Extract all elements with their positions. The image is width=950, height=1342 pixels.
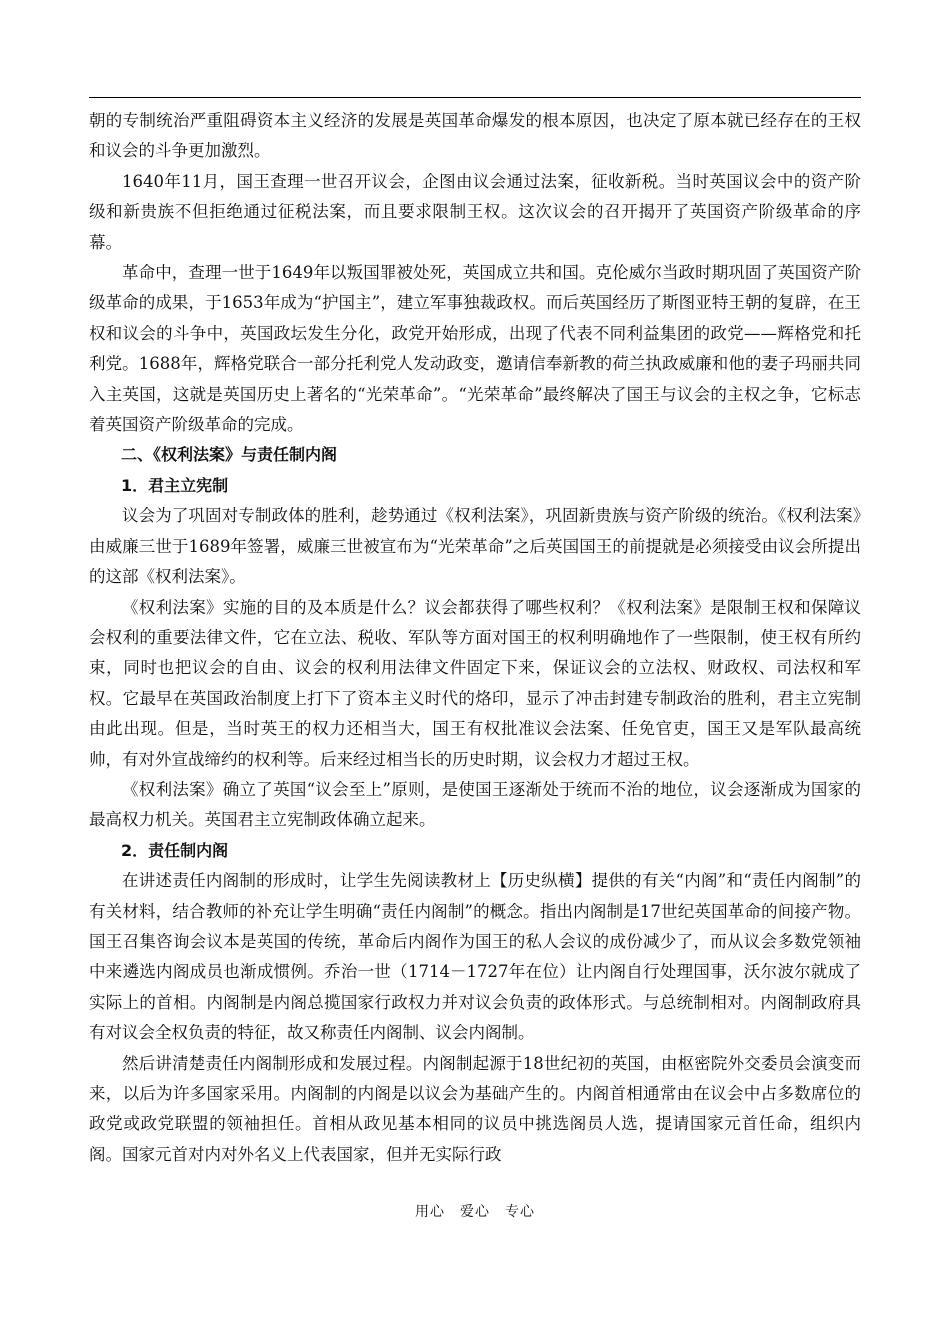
page-footer: 用心 爱心 专心 <box>415 1204 535 1220</box>
paragraph: 《权利法案》确立了英国“议会至上”原则，是使国王逐渐处于统而不治的地位，议会逐渐成为国家的最高权力机关。英国君主立宪制政体确立起来。 <box>89 779 861 830</box>
paragraph: 朝的专制统治严重阻碍资本主义经济的发展是英国革命爆发的根本原因，也决定了原本就已经存在的王权和议会的斗争更加激烈。 <box>89 111 861 161</box>
paragraph: 议会为了巩固对专制政体的胜利，趁势通过《权利法案》，巩固新贵族与资产阶级的统治。《权利法案》由威廉三世于1689年签署，威廉三世被宣布为“光荣革命”之后英国国王的前提就是必须接受由议会所提出的这部《权利法案》。 <box>89 506 861 587</box>
document-body <box>89 106 861 1170</box>
paragraph: 《权利法案》实施的目的及本质是什么？议会都获得了哪些权利？《权利法案》是限制王权和保障议会权利的重要法律文件，它在立法、税收、军队等方面对国王的权利明确地作了一些限制，使王权有所约束，同时也把议会的自由、议会的权利用法律文件固定下来，保证议会的立法权、财政权、司法权和军权。它最早在英国政治制度上打下了资本主义时代的烙印，显示了冲击封建专制政治的胜利，君主立宪制由此出现。但是，当时英王的权力还相当大，国王有权批准议会法案、任免官吏，国王又是军队最高统帅，有对外宣战缔约的权利等。后来经过相当长的历史时期，议会权力才超过王权。 <box>89 597 861 769</box>
subsection-heading: 1．君主立宪制 <box>121 475 229 495</box>
paragraph: 在讲述责任内阁制的形成时，让学生先阅读教材上【历史纵横】提供的有关“内阁”和“责任内阁制”的有关材料，结合教师的补充让学生明确“责任内阁制”的概念。指出内阁制是17世纪英国革命的间接产物。国王召集咨询会议本是英国的传统，革命后内阁作为国王的私人会议的成份减少了，而从议会多数党领袖中来遴选内阁成员也渐成惯例。乔治一世（1714－1727年在位）让内阁自行处理国事，沃尔波尔就成了实际上的首相。内阁制是内阁总揽国家行政权力并对议会负责的政体形式。与总统制相对。内阁制政府具有对议会全权负责的特征，故又称责任内阁制、议会内阁制。 <box>89 871 861 1043</box>
section-heading: 二、《权利法案》与责任制内阁 <box>121 445 338 465</box>
header-rule <box>89 97 861 98</box>
paragraph: 1640年11月，国王查理一世召开议会，企图由议会通过法案，征收新税。当时英国议会中的资产阶级和新贵族不但拒绝通过征税法案，而且要求限制王权。这次议会的召开揭开了英国资产阶级革命的序幕。 <box>89 171 861 252</box>
subsection-heading: 2．责任制内阁 <box>121 840 229 860</box>
paragraph: 革命中，查理一世于1649年以叛国罪被处死，英国成立共和国。克伦威尔当政时期巩固了英国资产阶级革命的成果，于1653年成为“护国主”，建立军事独裁政权。而后英国经历了斯图亚特王朝的复辟，在王权和议会的斗争中，英国政坛发生分化，政党开始形成，出现了代表不同利益集团的政党——辉格党和托利党。1688年，辉格党联合一部分托利党人发动政变，邀请信奉新教的荷兰执政威廉和他的妻子玛丽共同入主英国，这就是英国历史上著名的“光荣革命”。“光荣革命”最终解决了国王与议会的主权之争，它标志着英国资产阶级革命的完成。 <box>89 263 861 435</box>
paragraph: 然后讲清楚责任内阁制形成和发展过程。内阁制起源于18世纪初的英国，由枢密院外交委员会演变而来，以后为许多国家采用。内阁制的内阁是以议会为基础产生的。内阁首相通常由在议会中占多数席位的政党或政党联盟的领袖担任。首相从政见基本相同的议员中挑选阁员人选，提请国家元首任命，组织内阁。国家元首对内对外名义上代表国家，但并无实际行政 <box>89 1053 861 1164</box>
